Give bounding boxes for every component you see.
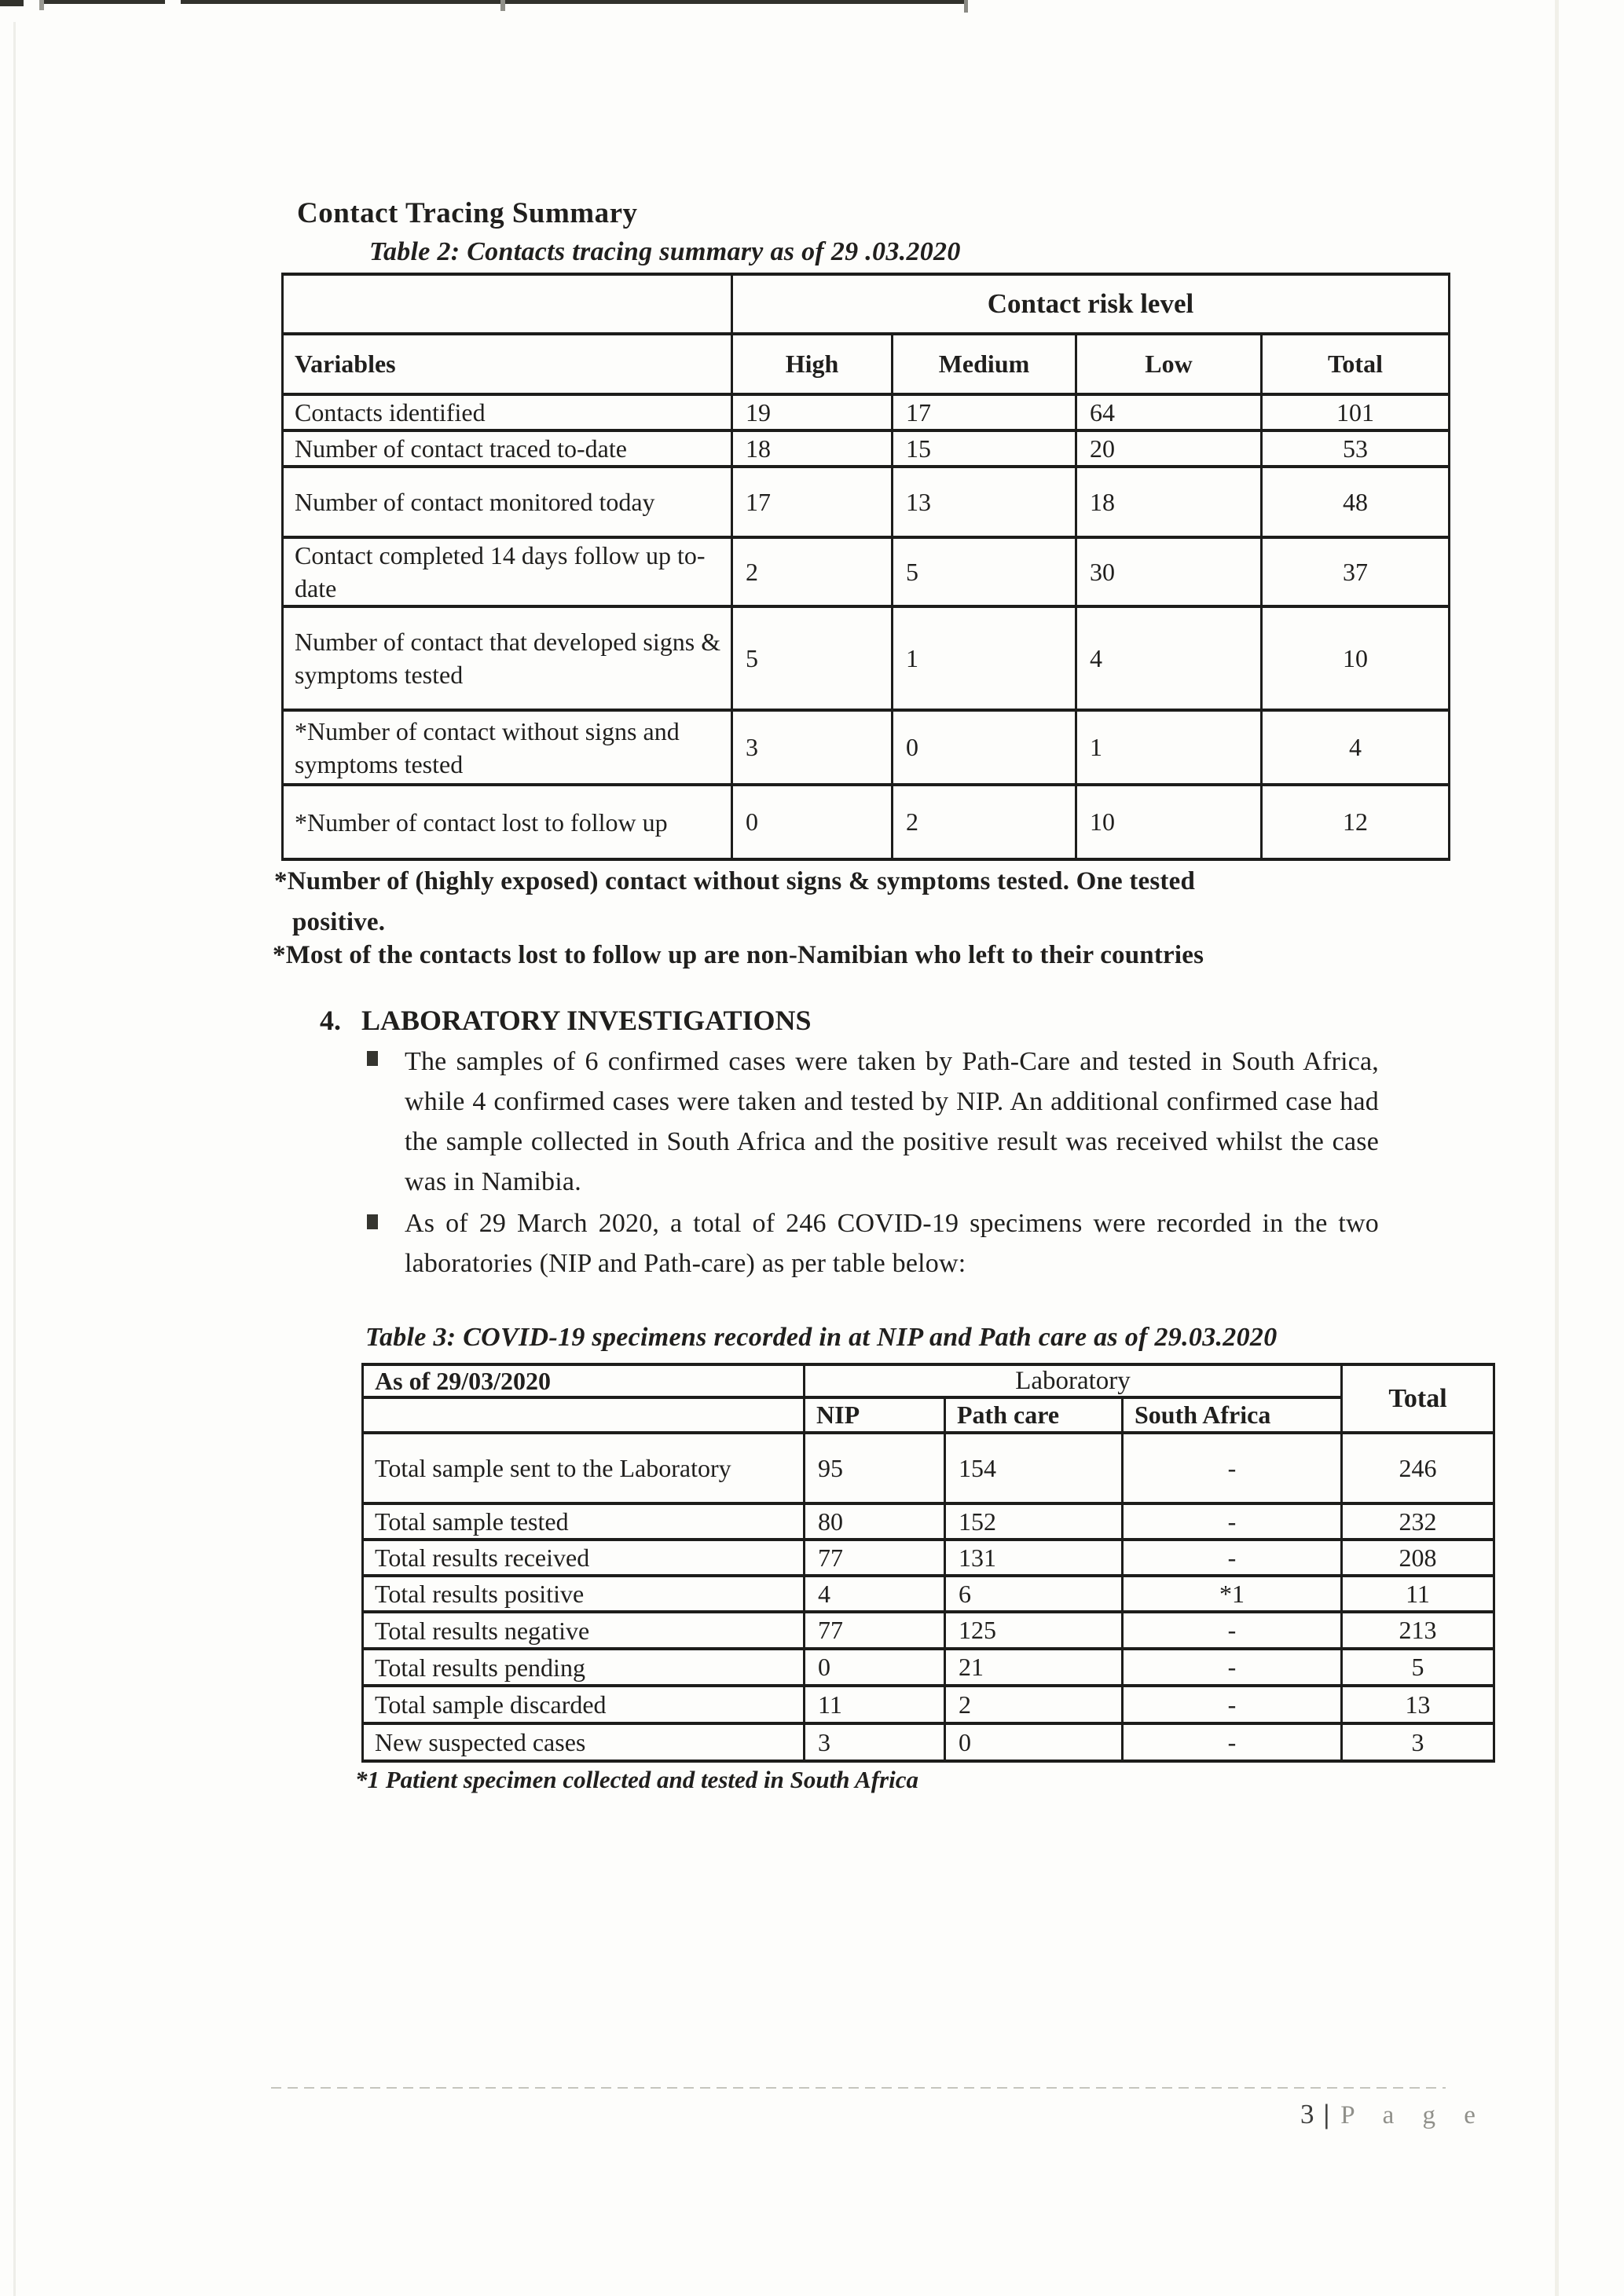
cell-high: 2: [732, 537, 893, 606]
cell-nip: 80: [805, 1503, 945, 1540]
cell-total: 13: [1342, 1686, 1494, 1723]
cell-southafrica: -: [1123, 1433, 1342, 1503]
cell-total: 37: [1262, 537, 1450, 606]
cell-total: 246: [1342, 1433, 1494, 1503]
scan-artifact-left-edge: [13, 22, 16, 2296]
row-label: Number of contact traced to-date: [283, 430, 732, 467]
scan-artifact-tick: [964, 0, 968, 13]
table3-corner-header: As of 29/03/2020: [363, 1364, 805, 1397]
table2-col-total: Total: [1262, 334, 1450, 394]
cell-nip: 4: [805, 1576, 945, 1612]
cell-medium: 17: [893, 394, 1076, 430]
bullet-paragraph-1: The samples of 6 confirmed cases were taken by Path-Care and tested in South Africa, while 4 confirmed cases were taken and tested by NIP. An additional confirmed case had the sample collected in South Africa and the positive result was received whilst the case was in Namibia.: [405, 1047, 1379, 1196]
row-label: New suspected cases: [363, 1723, 805, 1761]
row-label: Total sample sent to the Laboratory: [363, 1433, 805, 1503]
cell-low: 20: [1076, 430, 1262, 467]
table-row: [363, 1723, 1494, 1761]
cell-southafrica: *1: [1123, 1576, 1342, 1612]
cell-total: 101: [1262, 394, 1450, 430]
cell-pathcare: 21: [945, 1649, 1123, 1686]
table3-col-nip: NIP: [805, 1397, 945, 1433]
table-row: [283, 430, 1450, 467]
table-row: [363, 1576, 1494, 1612]
cell-medium: 1: [893, 606, 1076, 710]
scan-artifact-tick: [500, 0, 505, 11]
table2-caption: Table 2: Contacts tracing summary as of 29 .03.2020: [369, 237, 961, 266]
table-row: [283, 537, 1450, 606]
row-label: Total results pending: [363, 1649, 805, 1686]
cell-total: 48: [1262, 467, 1450, 537]
cell-high: 19: [732, 394, 893, 430]
footer-page-label: P a g e: [1340, 2101, 1487, 2129]
table-row: [363, 1649, 1494, 1686]
cell-nip: 95: [805, 1433, 945, 1503]
row-label: Contact completed 14 days follow up to-date: [283, 537, 732, 606]
cell-medium: 13: [893, 467, 1076, 537]
cell-low: 1: [1076, 710, 1262, 785]
table-row: [363, 1686, 1494, 1723]
cell-medium: 2: [893, 785, 1076, 859]
cell-southafrica: -: [1123, 1649, 1342, 1686]
lab-specimens-table: [361, 1363, 1495, 1763]
row-label: *Number of contact lost to follow up: [283, 785, 732, 859]
cell-southafrica: -: [1123, 1503, 1342, 1540]
cell-nip: 77: [805, 1612, 945, 1649]
bullet-square-icon: [367, 1214, 378, 1229]
cell-total: 3: [1342, 1723, 1494, 1761]
cell-pathcare: 0: [945, 1723, 1123, 1761]
cell-nip: 0: [805, 1649, 945, 1686]
table-row: [363, 1503, 1494, 1540]
scan-artifact-top-band: [181, 0, 966, 4]
cell-total: 10: [1262, 606, 1450, 710]
table3-col-total: Total: [1342, 1364, 1494, 1433]
cell-nip: 3: [805, 1723, 945, 1761]
row-label: Total sample tested: [363, 1503, 805, 1540]
cell-pathcare: 6: [945, 1576, 1123, 1612]
table3-empty-cell: [363, 1397, 805, 1433]
table-row: [363, 1540, 1494, 1576]
row-label: Number of contact monitored today: [283, 467, 732, 537]
cell-low: 18: [1076, 467, 1262, 537]
cell-medium: 5: [893, 537, 1076, 606]
cell-low: 30: [1076, 537, 1262, 606]
row-label: Total results received: [363, 1540, 805, 1576]
table-row: [283, 710, 1450, 785]
footer-divider: |: [1323, 2099, 1330, 2129]
table-row: [363, 1433, 1494, 1503]
scan-artifact-right-edge: [1555, 0, 1559, 2296]
cell-low: 64: [1076, 394, 1262, 430]
cell-high: 17: [732, 467, 893, 537]
cell-total: 4: [1262, 710, 1450, 785]
cell-medium: 0: [893, 710, 1076, 785]
row-label: Contacts identified: [283, 394, 732, 430]
bullet-paragraph-2: As of 29 March 2020, a total of 246 COVID-19 specimens were recorded in the two laboratories (NIP and Path-care) as per table below:: [405, 1209, 1379, 1278]
table2-corner-cell: [283, 274, 732, 334]
scan-artifact-tick: [39, 0, 44, 10]
cell-total: 53: [1262, 430, 1450, 467]
table2-footnote-1: *Number of (highly exposed) contact without signs & symptoms tested. One tested: [274, 867, 1195, 895]
contact-tracing-table: [281, 273, 1450, 861]
cell-high: 18: [732, 430, 893, 467]
page-footer: [1300, 2099, 1487, 2130]
section-heading: [320, 1004, 812, 1037]
table2-col-low: Low: [1076, 334, 1262, 394]
page-title: Contact Tracing Summary: [297, 197, 638, 229]
table-row: [363, 1612, 1494, 1649]
section-number: 4.: [320, 1005, 341, 1036]
cell-southafrica: -: [1123, 1686, 1342, 1723]
footer-rule: [271, 2087, 1446, 2089]
table-row: [283, 394, 1450, 430]
cell-medium: 15: [893, 430, 1076, 467]
table2-group-header: Contact risk level: [732, 274, 1450, 334]
table-row: [283, 785, 1450, 859]
cell-pathcare: 154: [945, 1433, 1123, 1503]
scan-artifact-top-band: [0, 0, 24, 6]
table3-group-header: Laboratory: [805, 1364, 1342, 1397]
table3-footnote: *1 Patient specimen collected and tested in South Africa: [355, 1766, 918, 1793]
cell-pathcare: 125: [945, 1612, 1123, 1649]
bullet-square-icon: [367, 1051, 378, 1066]
cell-total: 5: [1342, 1649, 1494, 1686]
cell-total: 11: [1342, 1576, 1494, 1612]
cell-nip: 77: [805, 1540, 945, 1576]
table2-col-variables: Variables: [283, 334, 732, 394]
cell-total: 12: [1262, 785, 1450, 859]
table3-caption: Table 3: COVID-19 specimens recorded in at NIP and Path care as of 29.03.2020: [365, 1323, 1278, 1352]
cell-total: 208: [1342, 1540, 1494, 1576]
cell-high: 3: [732, 710, 893, 785]
cell-low: 4: [1076, 606, 1262, 710]
scan-artifact-top-band: [43, 0, 165, 4]
table3-col-pathcare: Path care: [945, 1397, 1123, 1433]
cell-pathcare: 131: [945, 1540, 1123, 1576]
cell-pathcare: 2: [945, 1686, 1123, 1723]
table-row: [283, 467, 1450, 537]
cell-southafrica: -: [1123, 1540, 1342, 1576]
footer-page-number: 3: [1300, 2099, 1314, 2129]
cell-southafrica: -: [1123, 1612, 1342, 1649]
cell-high: 5: [732, 606, 893, 710]
cell-southafrica: -: [1123, 1723, 1342, 1761]
cell-total: 213: [1342, 1612, 1494, 1649]
row-label: *Number of contact without signs and symptoms tested: [283, 710, 732, 785]
cell-total: 232: [1342, 1503, 1494, 1540]
table-row: [283, 606, 1450, 710]
row-label: Total sample discarded: [363, 1686, 805, 1723]
cell-high: 0: [732, 785, 893, 859]
cell-low: 10: [1076, 785, 1262, 859]
row-label: Total results positive: [363, 1576, 805, 1612]
table3-col-southafrica: South Africa: [1123, 1397, 1342, 1433]
row-label: Total results negative: [363, 1612, 805, 1649]
cell-pathcare: 152: [945, 1503, 1123, 1540]
row-label: Number of contact that developed signs & symptoms tested: [283, 606, 732, 710]
table2-footnote-2: *Most of the contacts lost to follow up are non-Namibian who left to their countries: [273, 941, 1204, 969]
table2-col-medium: Medium: [893, 334, 1076, 394]
section-title: LABORATORY INVESTIGATIONS: [361, 1005, 812, 1036]
table2-col-high: High: [732, 334, 893, 394]
cell-nip: 11: [805, 1686, 945, 1723]
table2-footnote-1-cont: positive.: [292, 908, 386, 936]
